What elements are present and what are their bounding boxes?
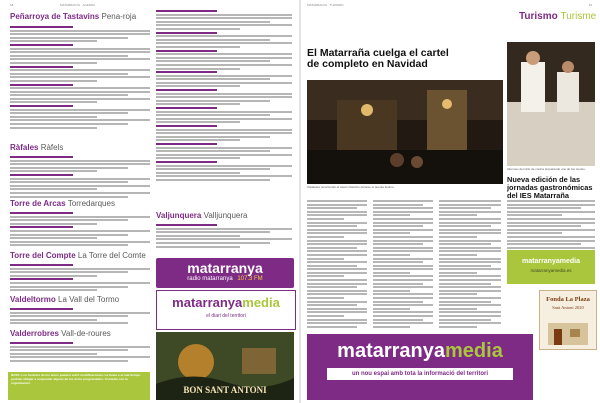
section-label-catalan: Turisme <box>560 11 597 22</box>
section-subtitle-valdeltormo: La Vall del Tormo <box>58 295 120 304</box>
section-subtitle-torre-del-compte: La Torre del Comte <box>77 251 146 260</box>
text-block-valderrobres <box>10 342 150 370</box>
green-ad-url: matarranyamedia.es <box>530 268 572 273</box>
matarranya-media-ad <box>156 290 296 330</box>
matarranyamedia-green-ad <box>507 250 595 284</box>
text-block-valdeltormo <box>10 308 150 330</box>
bottom-ad-brand-suffix: media <box>445 340 503 362</box>
right-page <box>301 0 600 403</box>
bottom-ad-brand: matarranya <box>337 340 446 362</box>
left-page-number: 18 <box>10 3 14 7</box>
section-title-penarroya: Peñarroya de Tastavins Pena-roja <box>10 12 137 21</box>
media-ad-tagline: el diari del territori <box>206 313 246 319</box>
article-column-3 <box>439 200 501 330</box>
text-block-torre-de-arcas <box>10 212 150 250</box>
radio-ad-frequency: 107.3 FM <box>237 276 263 282</box>
section-subtitle-valderrobres: Vall-de-roures <box>61 329 111 338</box>
fonda-la-plaza-ad <box>539 290 597 350</box>
section-title-valjunquera: Valjunquera Valljunquera <box>156 211 248 220</box>
schedule-note-box <box>8 372 150 400</box>
section-subtitle-valjunquera: Valljunquera <box>203 211 248 220</box>
matarranya-media-bottom-ad <box>307 334 533 400</box>
fonda-ad-illustration <box>540 317 596 349</box>
section-subtitle-torre-de-arcas: Torredarques <box>67 199 115 208</box>
bottom-ad-tagline: un nou espai amb tota la informació del territori <box>327 368 513 380</box>
schedule-note-text: NOTA: Los horarios de los actos pueden sufrir modificaciones. La lluvia o el mal tiempo podrían obligar a suspender alguno de los actos programados. Consulte con la organización. <box>11 373 141 385</box>
section-title-rafales: Ràfales Ràfels <box>10 143 64 152</box>
main-photo <box>307 80 503 184</box>
left-page-header: MATARRANYA · AGENDA <box>60 3 96 7</box>
article-column-1 <box>307 200 367 330</box>
left-page <box>0 0 299 403</box>
side-headline: Nueva edición de las jornadas gastronómicas del IES Matarraña <box>507 175 593 200</box>
article-column-2 <box>373 200 433 330</box>
media-ad-brand: matarranya <box>172 295 243 310</box>
radio-ad-name: radio matarranya <box>187 276 233 282</box>
section-label: Turismo Turisme <box>519 11 597 22</box>
section-title-torre-del-compte: Torre del Compte La Torre del Comte <box>10 251 146 260</box>
street-night-photo <box>307 80 503 184</box>
section-subtitle-penarroya: Pena-roja <box>101 12 137 21</box>
sant-antoni-ad-text: BON SANT ANTONI <box>183 385 267 395</box>
section-title-valderrobres: Valderrobres Vall-de-roures <box>10 329 111 338</box>
radio-matarranya-ad <box>156 258 294 288</box>
text-block-torre-del-compte <box>10 264 150 296</box>
text-block-column-two <box>156 10 292 188</box>
side-photo <box>507 42 595 166</box>
text-block-valjunquera <box>156 224 292 254</box>
bon-sant-antoni-ad <box>156 332 294 400</box>
media-ad-brand-suffix: media <box>242 295 280 310</box>
kitchen-photo <box>507 42 595 166</box>
radio-ad-brand: matarranya <box>187 260 263 276</box>
section-title-torre-de-arcas: Torre de Arcas Torredarques <box>10 199 115 208</box>
side-photo-caption: Alumnos del ciclo de cocina preparando uno de los menús. <box>507 167 586 171</box>
text-block-penarroya <box>10 26 150 136</box>
fonda-ad-title: Fonda La Plaza <box>546 296 590 303</box>
text-block-rafales <box>10 156 150 200</box>
green-ad-brand: matarranyamedia <box>522 258 580 265</box>
main-headline: El Matarraña cuelga el cartel de completo en Navidad <box>307 47 449 71</box>
main-photo-caption: Visitantes recorriendo el casco histórico durante el puente festivo. <box>307 185 395 189</box>
fonda-ad-subtitle: Sant Antoni 2020 <box>552 305 584 310</box>
right-page-number: 19 <box>588 3 592 7</box>
right-page-header: MATARRANYA · TURISMO <box>307 3 344 7</box>
section-subtitle-rafales: Ràfels <box>40 143 64 152</box>
section-title-valdeltormo: Valdeltormo La Vall del Tormo <box>10 295 120 304</box>
